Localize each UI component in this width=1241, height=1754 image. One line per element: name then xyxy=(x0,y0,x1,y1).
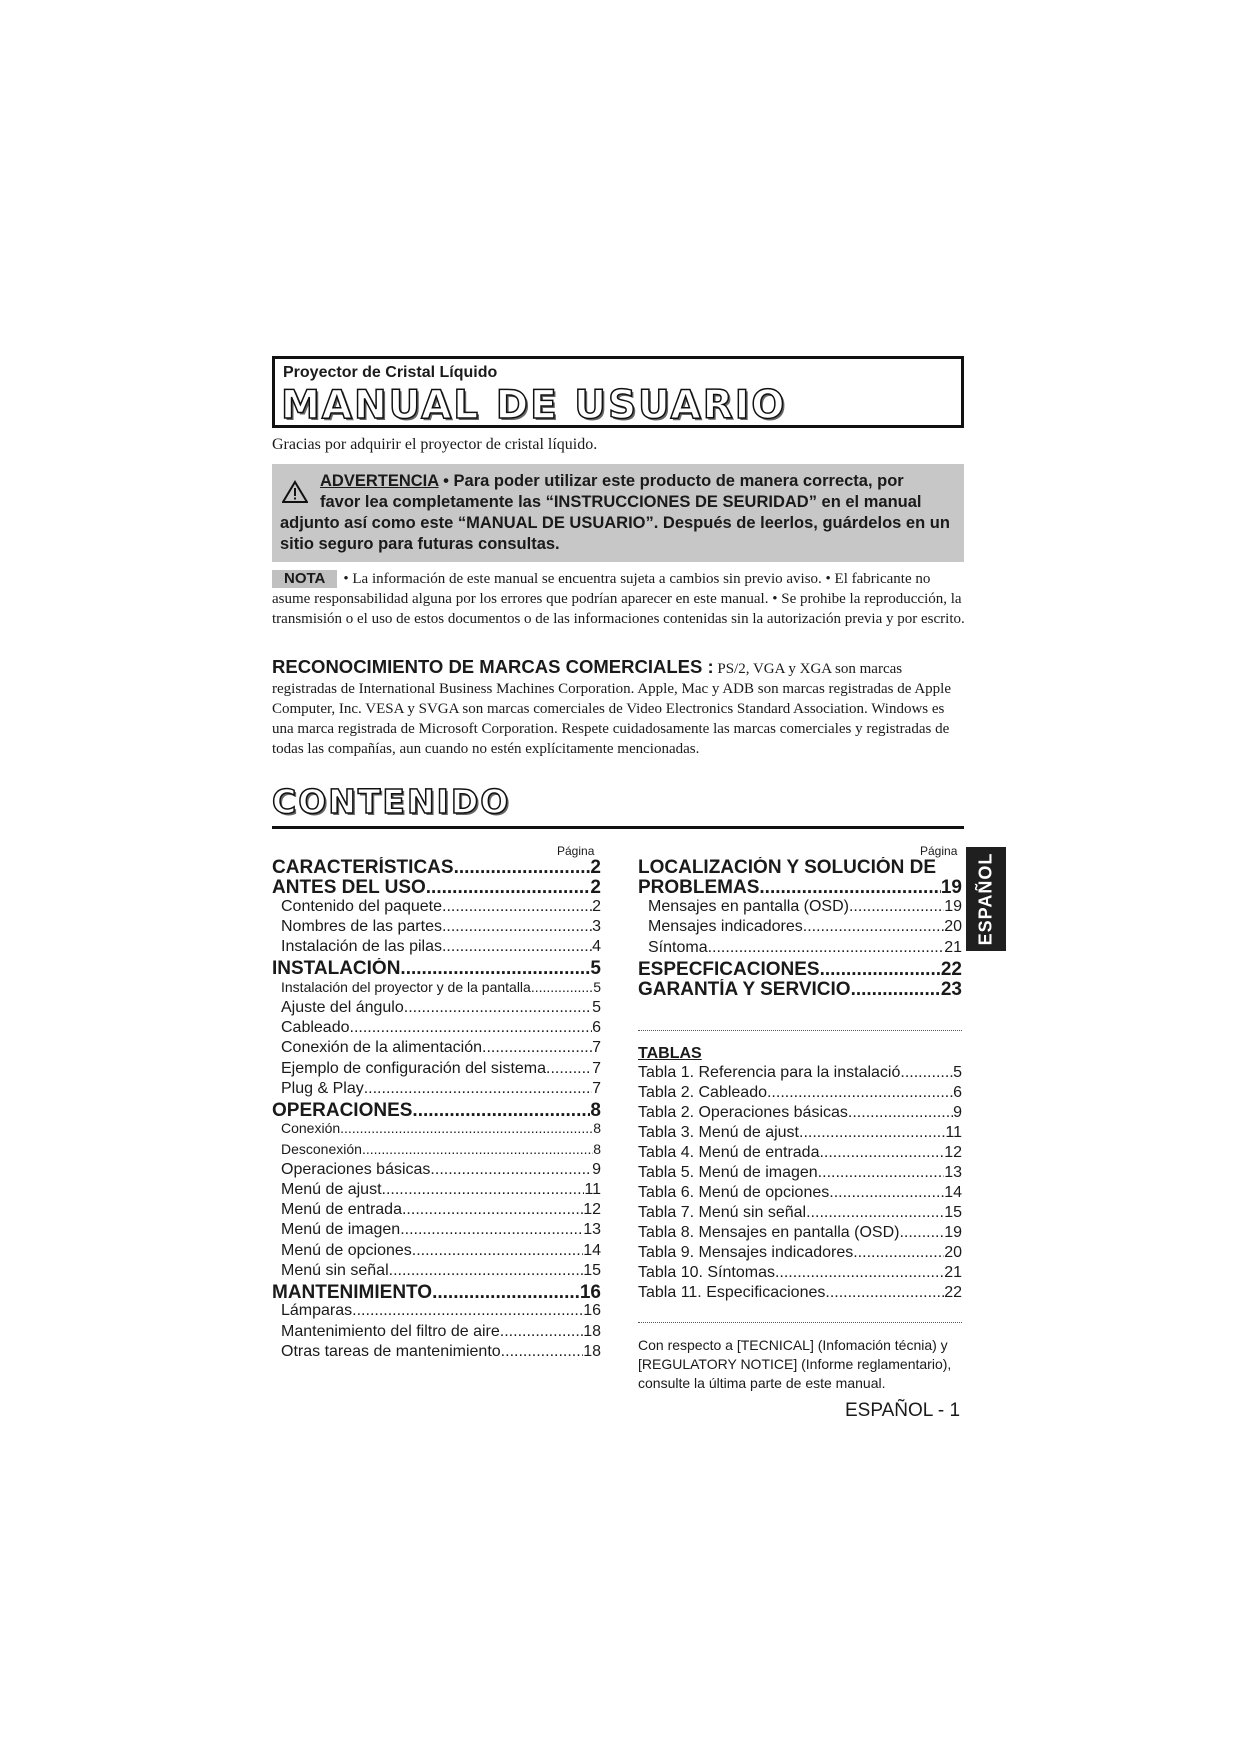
toc-entry-page: 16 xyxy=(583,1302,601,1319)
toc-entry-title: INSTALACIÓN xyxy=(272,958,401,979)
toc-entry-title: Plug & Play xyxy=(281,1080,364,1097)
toc-entry-title: Desconexión xyxy=(281,1141,362,1157)
trademarks-paragraph xyxy=(272,657,966,759)
toc-entry xyxy=(281,1262,601,1280)
toc-entry xyxy=(272,1100,601,1122)
table-list-entry xyxy=(638,1264,962,1282)
toc-entry-title: CARACTERÍSTICAS xyxy=(272,857,454,878)
table-list-entry xyxy=(638,1244,962,1262)
toc-entry xyxy=(281,1161,601,1179)
table-entry-page: 19 xyxy=(944,1224,962,1241)
toc-dot-leader xyxy=(849,898,944,916)
toc-dot-leader xyxy=(340,1120,593,1136)
table-entry-title: Tabla 2. Cableado xyxy=(638,1084,767,1101)
toc-dot-leader xyxy=(708,939,945,957)
toc-entry-title: Contenido del paquete xyxy=(281,898,443,915)
toc-entry-page: 15 xyxy=(583,1262,601,1279)
title-box xyxy=(272,356,964,428)
table-entry-page: 13 xyxy=(944,1164,962,1181)
toc-entry-page: 2 xyxy=(590,857,601,878)
toc-entry-title: Lámparas xyxy=(281,1302,353,1319)
toc-dot-leader xyxy=(400,958,590,980)
page-number: ESPAÑOL - 1 xyxy=(845,1400,961,1421)
toc-entry xyxy=(281,1242,601,1260)
toc-dot-leader xyxy=(775,1264,944,1282)
toc-dot-leader xyxy=(442,938,592,956)
table-entry-page: 22 xyxy=(944,1284,962,1301)
toc-dot-leader xyxy=(432,1282,580,1304)
toc-dot-leader xyxy=(759,877,940,899)
toc-entry-page: 19 xyxy=(940,877,962,898)
table-entry-page: 11 xyxy=(945,1124,962,1141)
trademarks-text: PS/2, VGA y XGA son marcas registradas de International Business Machines Corporation. Apple, Mac y ADB son marcas registradas de Apple Computer, Inc. VESA y SVGA son marcas comerciales de Video Electronics Standard Association. Windows es una marca registrada de Microsoft Corporation. Respete cuidadosamente las marcas comerciales y registradas de todas las compañías, aun cuando no estén explícitamente mencionadas. xyxy=(272,661,952,757)
toc-entry xyxy=(648,939,962,957)
toc-entry-title: GARANTÍA Y SERVICIO xyxy=(638,979,851,1000)
toc-entry xyxy=(638,857,962,879)
toc-entry xyxy=(281,1141,601,1157)
toc-entry xyxy=(281,938,601,956)
toc-entry-page: 7 xyxy=(592,1080,601,1097)
toc-entry-title: MANTENIMIENTO xyxy=(272,1282,433,1303)
table-entry-title: Tabla 3. Menú de ajust xyxy=(638,1124,799,1141)
note-paragraph xyxy=(272,569,966,629)
table-entry-title: Tabla 1. Referencia para la instalació xyxy=(638,1064,901,1081)
toc-entry xyxy=(281,1120,601,1136)
toc-entry-page: 6 xyxy=(592,1019,601,1036)
toc-dot-leader xyxy=(803,918,944,936)
toc-dot-leader xyxy=(454,857,591,879)
document-subtitle: Proyector de Cristal Líquido xyxy=(283,364,498,381)
toc-dot-leader xyxy=(362,1141,593,1157)
toc-entry xyxy=(272,877,601,899)
toc-entry-page: 2 xyxy=(592,898,601,915)
toc-entry-title: ANTES DEL USO xyxy=(272,877,426,898)
table-entry-title: Tabla 7. Menú sin señal xyxy=(638,1204,807,1221)
toc-entry-title: OPERACIONES xyxy=(272,1100,413,1121)
toc-entry-title: Menú sin señal xyxy=(281,1262,389,1279)
toc-entry-page: 5 xyxy=(590,958,601,979)
toc-entry-title: Cableado xyxy=(281,1019,350,1036)
toc-entry-title: Menú de entrada xyxy=(281,1201,402,1218)
table-entry-page: 15 xyxy=(944,1204,962,1221)
table-list-entry xyxy=(638,1164,962,1182)
toc-entry-page: 18 xyxy=(583,1323,601,1340)
toc-dot-leader xyxy=(402,1201,583,1219)
toc-entry xyxy=(272,857,601,879)
toc-entry-page: 22 xyxy=(940,959,962,980)
toc-dot-leader xyxy=(806,1204,944,1222)
table-list-entry xyxy=(638,1284,962,1302)
table-list-entry xyxy=(638,1184,962,1202)
table-entry-page: 5 xyxy=(953,1064,962,1081)
table-list-entry xyxy=(638,1104,962,1122)
table-entry-title: Tabla 9. Mensajes indicadores xyxy=(638,1244,854,1261)
toc-dot-leader xyxy=(442,898,592,916)
toc-entry-title: Conexión xyxy=(281,1120,341,1136)
toc-entry xyxy=(281,979,601,995)
toc-entry-page: 7 xyxy=(592,1039,601,1056)
toc-dot-leader xyxy=(818,1164,945,1182)
warning-box xyxy=(272,464,964,562)
note-badge: NOTA xyxy=(272,570,337,588)
toc-entry xyxy=(272,1282,601,1304)
toc-entry-title: Menú de imagen xyxy=(281,1221,401,1238)
toc-dot-leader xyxy=(819,1144,944,1162)
table-entry-page: 21 xyxy=(944,1264,962,1281)
toc-entry xyxy=(281,1343,601,1361)
document-title: MANUAL DE USUARIO xyxy=(281,383,787,428)
toc-entry-page: 18 xyxy=(583,1343,601,1360)
table-entry-page: 9 xyxy=(953,1104,962,1121)
toc-entry xyxy=(281,918,601,936)
toc-entry-page: 11 xyxy=(584,1181,601,1198)
toc-dot-leader xyxy=(482,1039,592,1057)
toc-entry-title: Ejemplo de configuración del sistema xyxy=(281,1060,547,1077)
toc-entry xyxy=(648,898,962,916)
toc-dot-leader xyxy=(430,1161,592,1179)
footer-note: Con respecto a [TECNICAL] (Infomación técnia) y [REGULATORY NOTICE] (Informe reglamentario), consulte la última parte de este manual. xyxy=(638,1337,952,1391)
toc-entry xyxy=(272,958,601,980)
toc-dot-leader xyxy=(442,918,592,936)
toc-entry-page: 4 xyxy=(592,938,601,955)
toc-entry xyxy=(638,877,962,899)
toc-entry-page: 5 xyxy=(592,999,601,1016)
language-tab-label: ESPAÑOL xyxy=(975,852,996,946)
toc-dot-leader xyxy=(848,1104,953,1122)
toc-dot-leader xyxy=(500,1323,583,1341)
contents-rule xyxy=(272,826,964,829)
toc-entry xyxy=(281,999,601,1017)
toc-dot-leader xyxy=(426,877,591,899)
toc-dot-leader xyxy=(820,959,941,981)
toc-entry-page: 21 xyxy=(944,939,962,956)
toc-entry-title: LOCALIZACIÓN Y SOLUCIÓN DE xyxy=(638,857,937,878)
table-entry-page: 12 xyxy=(944,1144,962,1161)
page-column-label: Página xyxy=(920,844,958,858)
toc-entry-title: Operaciones básicas xyxy=(281,1161,431,1178)
toc-dot-leader xyxy=(389,1262,584,1280)
toc-dot-leader xyxy=(829,1184,944,1202)
table-entry-title: Tabla 2. Operaciones básicas xyxy=(638,1104,848,1121)
toc-entry xyxy=(281,1039,601,1057)
toc-entry-page: 2 xyxy=(590,877,601,898)
toc-entry xyxy=(648,918,962,936)
table-entry-title: Tabla 4. Menú de entrada xyxy=(638,1144,820,1161)
toc-entry-title: Conexión de la alimentación xyxy=(281,1039,483,1056)
toc-dot-leader xyxy=(364,1080,592,1098)
toc-entry-title: Instalación de las pilas xyxy=(281,938,442,955)
trademarks-heading: RECONOCIMIENTO DE MARCAS COMERCIALES : xyxy=(272,656,714,677)
thanks-text: Gracias por adquirir el proyector de cristal líquido. xyxy=(272,436,598,453)
toc-entry-page: 16 xyxy=(579,1282,601,1303)
tables-heading: TABLAS xyxy=(638,1045,702,1062)
table-entry-title: Tabla 8. Mensajes en pantalla (OSD) xyxy=(638,1224,900,1241)
table-list-entry xyxy=(638,1064,962,1082)
toc-dot-leader xyxy=(412,1242,583,1260)
toc-entry-page: 13 xyxy=(583,1221,601,1238)
table-entry-title: Tabla 5. Menú de imagen xyxy=(638,1164,818,1181)
toc-dot-leader xyxy=(825,1284,944,1302)
contents-title: CONTENIDO xyxy=(272,782,511,821)
table-entry-title: Tabla 11. Especificaciones xyxy=(638,1284,826,1301)
toc-dot-leader xyxy=(900,1064,953,1082)
toc-entry-title: Ajuste del ángulo xyxy=(281,999,404,1016)
toc-entry-page: 5 xyxy=(593,979,601,995)
toc-entry xyxy=(281,1201,601,1219)
toc-dot-leader xyxy=(404,999,592,1017)
toc-entry-page: 23 xyxy=(940,979,962,1000)
toc-entry-page: 14 xyxy=(583,1242,601,1259)
toc-entry xyxy=(281,1221,601,1239)
toc-entry-title: Nombres de las partes xyxy=(281,918,442,935)
toc-entry-title: ESPECFICACIONES xyxy=(638,959,820,980)
warning-text-rest: favor lea completamente las “INSTRUCCIONES DE SEURIDAD” en el manual adjunto así como este “MANUAL DE USUARIO”. Después de leerlos, guárdelos en un sitio seguro para futuras consultas. xyxy=(280,493,950,553)
toc-dot-leader xyxy=(531,979,593,995)
toc-entry-page: 8 xyxy=(590,1100,601,1121)
warning-text-first: • Para poder utilizar este producto de manera correcta, por xyxy=(438,472,904,490)
dotted-separator xyxy=(638,1322,962,1323)
toc-entry xyxy=(281,1323,601,1341)
table-list-entry xyxy=(638,1204,962,1222)
toc-entry-page: 3 xyxy=(592,918,601,935)
language-side-tab xyxy=(966,847,1006,951)
toc-entry xyxy=(281,1302,601,1320)
table-entry-title: Tabla 10. Síntomas xyxy=(638,1264,775,1281)
toc-dot-leader xyxy=(899,1224,944,1242)
toc-dot-leader xyxy=(851,979,941,1001)
toc-entry-page: 20 xyxy=(944,918,962,935)
toc-dot-leader xyxy=(350,1019,593,1037)
toc-entry-title: Instalación del proyector y de la pantalla xyxy=(281,979,531,995)
table-list-entry xyxy=(638,1144,962,1162)
toc-dot-leader xyxy=(501,1343,584,1361)
toc-entry xyxy=(638,959,962,981)
table-list-entry xyxy=(638,1084,962,1102)
toc-entry-page: 8 xyxy=(593,1141,601,1157)
table-entry-title: Tabla 6. Menú de opciones xyxy=(638,1184,830,1201)
toc-entry xyxy=(638,979,962,1001)
dotted-separator xyxy=(638,1030,962,1031)
toc-dot-leader xyxy=(853,1244,944,1262)
toc-dot-leader xyxy=(799,1124,945,1142)
toc-entry xyxy=(281,1060,601,1078)
toc-entry-title: Mantenimiento del filtro de aire xyxy=(281,1323,500,1340)
toc-entry-title: Menú de opciones xyxy=(281,1242,412,1259)
table-list-entry xyxy=(638,1224,962,1242)
warning-text xyxy=(280,471,960,555)
toc-dot-leader xyxy=(546,1060,592,1078)
toc-dot-leader xyxy=(412,1100,590,1122)
toc-entry-page: 12 xyxy=(583,1201,601,1218)
toc-entry-title: Mensajes indicadores xyxy=(648,918,803,935)
toc-entry xyxy=(281,1080,601,1098)
toc-entry-page: 9 xyxy=(592,1161,601,1178)
toc-entry xyxy=(281,898,601,916)
toc-entry-title: Síntoma xyxy=(648,939,708,956)
toc-entry xyxy=(281,1019,601,1037)
toc-dot-leader xyxy=(352,1302,583,1320)
toc-entry-page: 19 xyxy=(944,898,962,915)
toc-dot-leader xyxy=(767,1084,953,1102)
table-list-entry xyxy=(638,1124,962,1142)
toc-entry xyxy=(281,1181,601,1199)
warning-label: ADVERTENCIA xyxy=(320,472,439,490)
toc-dot-leader xyxy=(400,1221,583,1239)
note-text: • La información de este manual se encuentra sujeta a cambios sin previo aviso. • El fabricante no asume responsabilidad alguna por los errores que podrían aparecer en este manual. • Se prohibe la reproducción, la transmisión o el uso de estos documentos o de las informaciones contenidas sin la autorización previa y por escrito. xyxy=(272,571,965,627)
page-column-label: Página xyxy=(557,844,595,858)
table-entry-page: 20 xyxy=(944,1244,962,1261)
table-entry-page: 14 xyxy=(944,1184,962,1201)
toc-dot-leader xyxy=(382,1181,585,1199)
toc-entry-title: Otras tareas de mantenimiento xyxy=(281,1343,501,1360)
table-entry-page: 6 xyxy=(953,1084,962,1101)
toc-entry-page: 8 xyxy=(593,1120,601,1136)
toc-entry-title: Mensajes en pantalla (OSD) xyxy=(648,898,849,915)
toc-entry-page: 7 xyxy=(592,1060,601,1077)
toc-entry-title: Menú de ajust xyxy=(281,1181,382,1198)
toc-entry-title: PROBLEMAS xyxy=(638,877,760,898)
